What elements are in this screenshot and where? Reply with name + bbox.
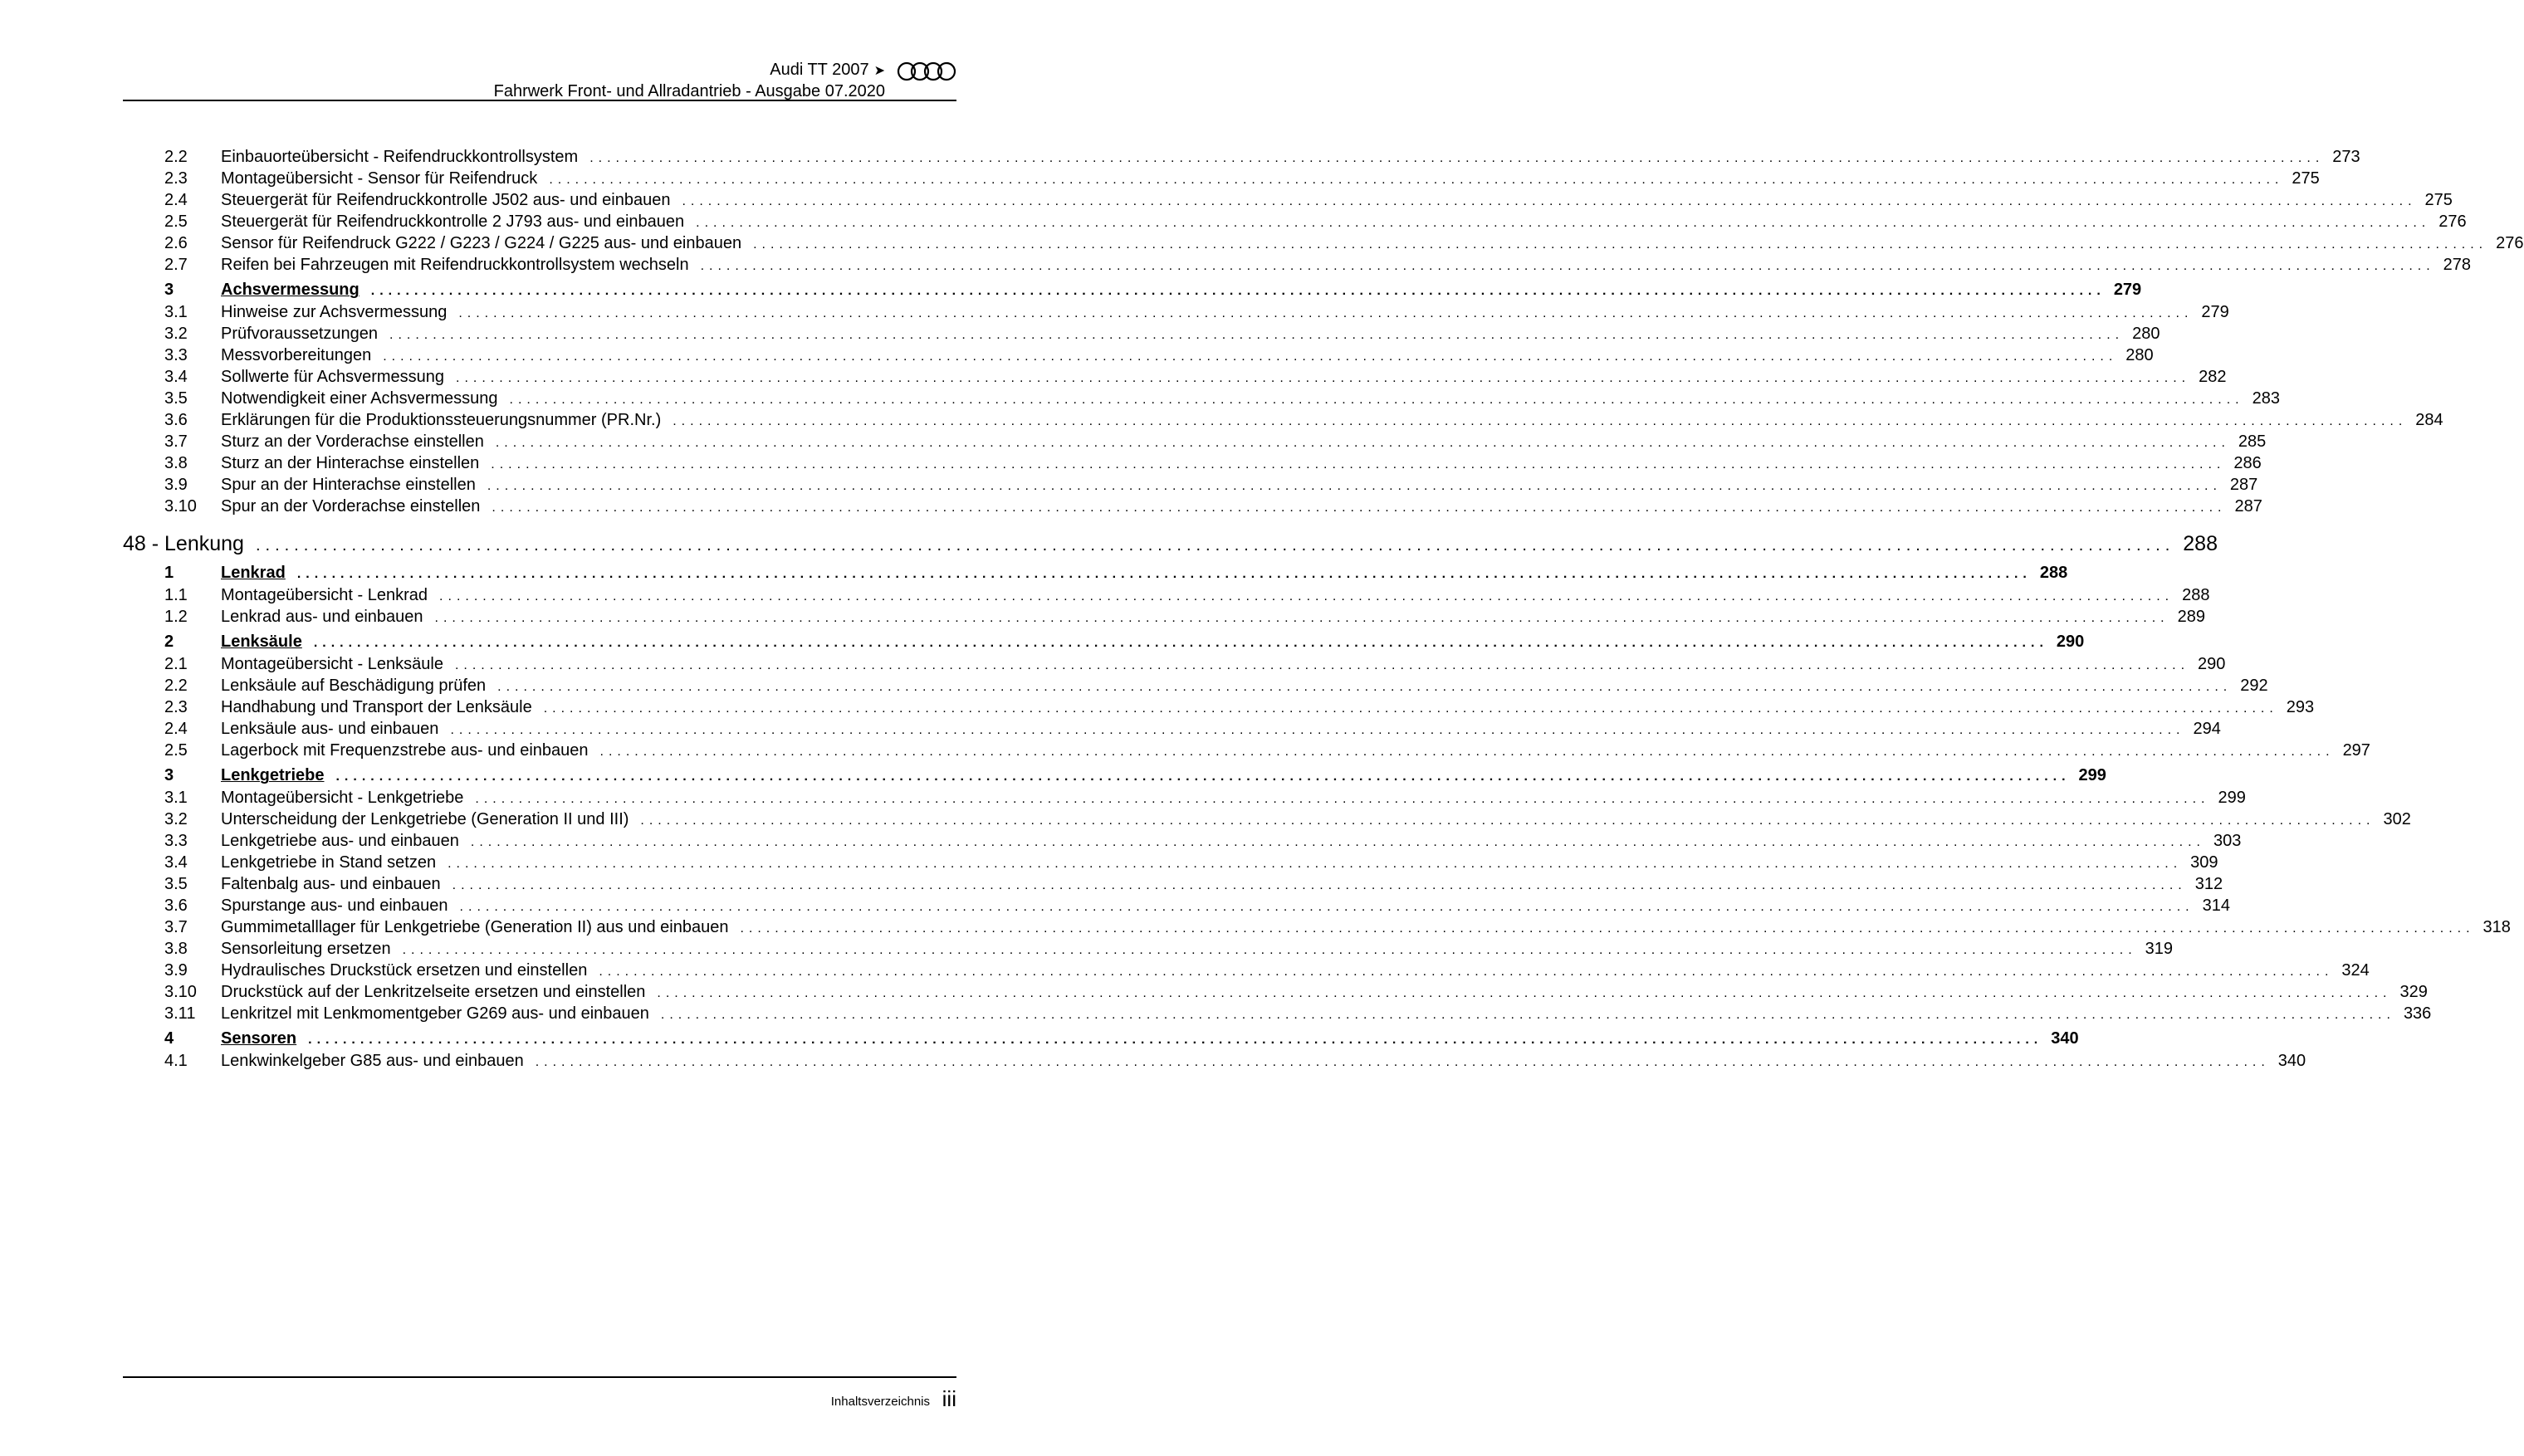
toc-page-number: 285 xyxy=(2238,432,2267,451)
toc-page-number: 280 xyxy=(2125,346,2154,364)
toc-page-number: 309 xyxy=(2190,853,2218,872)
toc-page-number: 288 xyxy=(2182,586,2210,604)
toc-title: Spur an der Vorderachse einstellen xyxy=(221,497,481,515)
toc-title: Sturz an der Hinterachse einstellen xyxy=(221,454,480,472)
toc-leader-dots: ........................................................................................................................................................................................................ xyxy=(682,194,2417,208)
toc-title: Lenksäule xyxy=(221,633,302,651)
toc-entry[interactable] xyxy=(123,409,2443,431)
toc-number: 4 xyxy=(164,1029,174,1048)
toc-entry[interactable] xyxy=(123,366,2227,388)
toc-chapter[interactable] xyxy=(123,529,2218,559)
toc-leader-dots: ........................................................................................................................................................................................................ xyxy=(313,636,2048,650)
toc-entry[interactable] xyxy=(123,168,2320,189)
toc-entry[interactable] xyxy=(123,1003,2432,1024)
toc-page-number: 293 xyxy=(2286,698,2315,716)
toc-number: 2.3 xyxy=(164,698,188,716)
toc-number: 1.1 xyxy=(164,586,188,604)
arrow-right-icon: ➤ xyxy=(873,64,885,78)
toc-page-number: 329 xyxy=(2399,983,2428,1001)
toc-leader-dots: ........................................................................................................................................................................................................ xyxy=(640,814,2375,828)
toc-title: 48 - Lenkung xyxy=(123,532,244,555)
toc-leader-dots: ........................................................................................................................................................................................................ xyxy=(402,943,2137,957)
toc-leader-dots: ........................................................................................................................................................................................................ xyxy=(599,965,2334,979)
toc-leader-dots: ........................................................................................................................................................................................................ xyxy=(255,536,2175,555)
toc-section[interactable] xyxy=(123,279,2142,301)
toc-page-number: 280 xyxy=(2132,325,2160,343)
toc-page-number: 287 xyxy=(2234,497,2262,515)
toc-number: 2.2 xyxy=(164,677,188,695)
toc-leader-dots: ........................................................................................................................................................................................................ xyxy=(673,414,2408,428)
toc-title: Achsvermessung xyxy=(221,281,360,299)
toc-page-number: 324 xyxy=(2341,961,2370,980)
toc-title: Lenkgetriebe xyxy=(221,766,325,784)
toc-number: 3.6 xyxy=(164,897,188,915)
toc-number: 3.8 xyxy=(164,454,188,472)
toc-number: 3.4 xyxy=(164,853,188,872)
toc-page-number: 294 xyxy=(2193,720,2221,738)
toc-page-number: 289 xyxy=(2177,608,2205,626)
toc-title: Lenkgetriebe aus- und einbauen xyxy=(221,832,459,850)
toc-title: Lenksäule auf Beschädigung prüfen xyxy=(221,677,487,695)
toc-leader-dots: ........................................................................................................................................................................................................ xyxy=(450,723,2185,737)
toc-number: 3.9 xyxy=(164,961,188,980)
toc-leader-dots: ........................................................................................................................................................................................................ xyxy=(452,878,2187,892)
toc-title: Handhabung und Transport der Lenksäule xyxy=(221,698,532,716)
toc-entry[interactable] xyxy=(123,232,2524,254)
toc-page-number: 292 xyxy=(2240,677,2268,695)
toc-title: Sturz an der Vorderachse einstellen xyxy=(221,432,484,451)
toc-title: Spurstange aus- und einbauen xyxy=(221,897,448,915)
toc-entry[interactable] xyxy=(123,696,2315,718)
toc-number: 2.1 xyxy=(164,655,188,673)
toc-entry[interactable] xyxy=(123,809,2411,830)
toc-page-number: 288 xyxy=(2183,532,2218,555)
toc-leader-dots: ........................................................................................................................................................................................................ xyxy=(491,457,2226,471)
toc-entry[interactable] xyxy=(123,474,2258,496)
toc-leader-dots: ........................................................................................................................................................................................................ xyxy=(458,306,2194,320)
toc-title: Lenkgetriebe in Stand setzen xyxy=(221,853,437,872)
toc-entry[interactable] xyxy=(123,873,2223,895)
page-header xyxy=(123,60,956,100)
toc-title: Sollwerte für Achsvermessung xyxy=(221,368,445,386)
toc-entry[interactable] xyxy=(123,916,2511,938)
toc-page-number: 283 xyxy=(2252,389,2280,408)
toc-leader-dots: ........................................................................................................................................................................................................ xyxy=(370,284,2106,298)
toc-number: 4.1 xyxy=(164,1052,188,1070)
toc-entry[interactable] xyxy=(123,189,2453,211)
toc-page-number: 340 xyxy=(2051,1029,2079,1048)
toc-entry[interactable] xyxy=(123,323,2160,344)
toc-leader-dots: ........................................................................................................................................................................................................ xyxy=(497,680,2233,694)
toc-title: Lenkrad xyxy=(221,564,286,582)
footer-label: Inhaltsverzeichnis xyxy=(830,1395,930,1409)
toc-entry[interactable] xyxy=(123,606,2205,628)
toc-title: Messvorbereitungen xyxy=(221,346,372,364)
toc-page-number: 282 xyxy=(2199,368,2227,386)
toc-entry[interactable] xyxy=(123,431,2267,452)
toc-page-number: 303 xyxy=(2213,832,2242,850)
toc-title: Montageübersicht - Lenksäule xyxy=(221,655,443,673)
toc-entry[interactable] xyxy=(123,254,2472,276)
toc-number: 3.8 xyxy=(164,940,188,958)
toc-leader-dots: ........................................................................................................................................................................................................ xyxy=(434,611,2169,625)
toc-number: 3.5 xyxy=(164,875,188,893)
toc-number: 3.2 xyxy=(164,325,188,343)
toc-number: 2.5 xyxy=(164,741,188,760)
toc-title: Einbauorteübersicht - Reifendruckkontrollsystem xyxy=(221,148,579,166)
toc-leader-dots: ........................................................................................................................................................................................................ xyxy=(509,393,2244,407)
toc-entry[interactable] xyxy=(123,344,2154,366)
toc-title: Montageübersicht - Lenkrad xyxy=(221,586,428,604)
toc-entry[interactable] xyxy=(123,653,2226,675)
toc-leader-dots: ........................................................................................................................................................................................................ xyxy=(492,501,2227,515)
toc-entry[interactable] xyxy=(123,830,2242,852)
toc-entry[interactable] xyxy=(123,981,2428,1003)
toc-leader-dots: ........................................................................................................................................................................................................ xyxy=(696,216,2431,230)
toc-entry[interactable] xyxy=(123,146,2360,168)
toc-leader-dots: ........................................................................................................................................................................................................ xyxy=(589,151,2325,165)
toc-number: 3.4 xyxy=(164,368,188,386)
toc-title: Steuergerät für Reifendruckkontrolle J502 aus- und einbauen xyxy=(221,191,671,209)
toc-title: Erklärungen für die Produktionssteuerungsnummer (PR.Nr.) xyxy=(221,411,662,429)
toc-section[interactable] xyxy=(123,562,2068,584)
toc-title: Montageübersicht - Sensor für Reifendruck xyxy=(221,169,538,188)
toc-title: Notwendigkeit einer Achsvermessung xyxy=(221,389,498,408)
toc-page-number: 284 xyxy=(2415,411,2443,429)
toc-title: Prüfvoraussetzungen xyxy=(221,325,379,343)
toc-title: Steuergerät für Reifendruckkontrolle 2 J793 aus- und einbauen xyxy=(221,213,685,231)
toc-number: 3.5 xyxy=(164,389,188,408)
toc-number: 3.9 xyxy=(164,476,188,494)
toc-title: Spur an der Hinterachse einstellen xyxy=(221,476,476,494)
toc-page-number: 336 xyxy=(2403,1004,2432,1023)
toc-entry[interactable] xyxy=(123,211,2467,232)
toc-title: Unterscheidung der Lenkgetriebe (Generation II und III) xyxy=(221,810,629,828)
toc-entry[interactable] xyxy=(123,787,2246,809)
toc-page-number: 276 xyxy=(2438,213,2467,231)
toc-leader-dots: ........................................................................................................................................................................................................ xyxy=(700,259,2435,273)
toc-leader-dots: ........................................................................................................................................................................................................ xyxy=(543,701,2278,716)
header-divider xyxy=(123,100,956,101)
toc-number: 3.1 xyxy=(164,789,188,807)
toc-entry[interactable] xyxy=(123,960,2370,981)
toc-leader-dots: ........................................................................................................................................................................................................ xyxy=(296,567,2032,581)
audi-rings-icon xyxy=(897,61,956,81)
toc-page-number: 299 xyxy=(2218,789,2246,807)
toc-page-number: 319 xyxy=(2145,940,2174,958)
toc-entry[interactable] xyxy=(123,1050,2306,1072)
toc-title: Faltenbalg aus- und einbauen xyxy=(221,875,441,893)
toc-number: 3.7 xyxy=(164,432,188,451)
toc-page-number: 276 xyxy=(2496,234,2524,252)
toc-title: Lenksäule aus- und einbauen xyxy=(221,720,439,738)
toc-number: 3.7 xyxy=(164,918,188,936)
toc-title: Hydraulisches Druckstück ersetzen und einstellen xyxy=(221,961,588,980)
toc-page-number: 279 xyxy=(2113,281,2142,299)
toc-leader-dots: ........................................................................................................................................................................................................ xyxy=(448,857,2183,871)
toc-entry[interactable] xyxy=(123,895,2230,916)
toc-leader-dots: ........................................................................................................................................................................................................ xyxy=(383,349,2118,364)
toc-section[interactable] xyxy=(123,1028,2079,1050)
toc-section[interactable] xyxy=(123,765,2106,787)
toc-number: 3.10 xyxy=(164,497,197,515)
toc-page-number: 287 xyxy=(2229,476,2258,494)
toc-number: 2.2 xyxy=(164,148,188,166)
toc-number: 3.10 xyxy=(164,983,197,1001)
toc-section[interactable] xyxy=(123,631,2085,653)
header-subtitle: Fahrwerk Front- und Allradantrieb - Ausgabe 07.2020 xyxy=(493,82,885,100)
toc-page-number: 318 xyxy=(2482,918,2511,936)
toc-page-number: 312 xyxy=(2194,875,2223,893)
toc-page-number: 273 xyxy=(2332,148,2360,166)
toc-number: 3.1 xyxy=(164,303,188,321)
toc-title: Lagerbock mit Frequenzstrebe aus- und einbauen xyxy=(221,741,589,760)
table-of-contents xyxy=(123,146,2524,1072)
toc-entry[interactable] xyxy=(123,852,2218,873)
toc-entry[interactable] xyxy=(123,496,2262,517)
toc-number: 2.5 xyxy=(164,213,188,231)
toc-entry[interactable] xyxy=(123,452,2262,474)
toc-number: 3 xyxy=(164,281,174,299)
toc-number: 3.11 xyxy=(164,1004,196,1023)
toc-entry[interactable] xyxy=(123,740,2370,761)
toc-leader-dots: ........................................................................................................................................................................................................ xyxy=(495,436,2230,450)
toc-number: 3.6 xyxy=(164,411,188,429)
toc-leader-dots: ........................................................................................................................................................................................................ xyxy=(454,658,2190,672)
footer-divider xyxy=(123,1376,956,1378)
toc-number: 1 xyxy=(164,564,174,582)
toc-page-number: 288 xyxy=(2039,564,2068,582)
toc-title: Lenkwinkelgeber G85 aus- und einbauen xyxy=(221,1052,524,1070)
toc-leader-dots: ........................................................................................................................................................................................................ xyxy=(753,237,2488,252)
toc-leader-dots: ........................................................................................................................................................................................................ xyxy=(459,900,2194,914)
toc-page-number: 340 xyxy=(2277,1052,2306,1070)
toc-number: 2.3 xyxy=(164,169,188,188)
toc-title: Gummimetalllager für Lenkgetriebe (Generation II) aus und einbauen xyxy=(221,918,729,936)
toc-number: 3.3 xyxy=(164,832,188,850)
toc-entry[interactable] xyxy=(123,675,2268,696)
toc-title: Montageübersicht - Lenkgetriebe xyxy=(221,789,464,807)
toc-number: 1.2 xyxy=(164,608,188,626)
toc-number: 2 xyxy=(164,633,174,651)
toc-title: Hinweise zur Achsvermessung xyxy=(221,303,448,321)
toc-leader-dots: ........................................................................................................................................................................................................ xyxy=(599,745,2335,759)
toc-leader-dots: ........................................................................................................................................................................................................ xyxy=(535,1055,2270,1069)
toc-title: Druckstück auf der Lenkritzelseite ersetzen und einstellen xyxy=(221,983,646,1001)
toc-number: 2.4 xyxy=(164,191,188,209)
toc-page-number: 275 xyxy=(2424,191,2453,209)
toc-title: Sensorleitung ersetzen xyxy=(221,940,391,958)
toc-number: 2.4 xyxy=(164,720,188,738)
toc-page-number: 275 xyxy=(2292,169,2320,188)
toc-leader-dots: ........................................................................................................................................................................................................ xyxy=(335,770,2071,784)
toc-page-number: 290 xyxy=(2198,655,2226,673)
toc-number: 3.2 xyxy=(164,810,188,828)
toc-entry[interactable] xyxy=(123,718,2221,740)
toc-entry[interactable] xyxy=(123,388,2280,409)
toc-title: Lenkrad aus- und einbauen xyxy=(221,608,423,626)
toc-title: Lenkritzel mit Lenkmomentgeber G269 aus- und einbauen xyxy=(221,1004,649,1023)
toc-leader-dots: ........................................................................................................................................................................................................ xyxy=(657,986,2392,1000)
toc-page-number: 299 xyxy=(2078,766,2106,784)
toc-leader-dots: ........................................................................................................................................................................................................ xyxy=(660,1008,2395,1022)
header-model xyxy=(770,60,885,81)
toc-page-number: 286 xyxy=(2233,454,2262,472)
toc-page-number: 302 xyxy=(2383,810,2411,828)
toc-entry[interactable] xyxy=(123,938,2174,960)
toc-page-number: 278 xyxy=(2443,256,2472,274)
toc-page-number: 314 xyxy=(2202,897,2230,915)
toc-number: 2.7 xyxy=(164,256,188,274)
toc-page-number: 290 xyxy=(2056,633,2085,651)
toc-number: 2.6 xyxy=(164,234,188,252)
toc-title: Sensoren xyxy=(221,1029,297,1048)
toc-leader-dots: ........................................................................................................................................................................................................ xyxy=(389,328,2125,342)
footer-page-number: iii xyxy=(942,1386,956,1411)
toc-leader-dots: ........................................................................................................................................................................................................ xyxy=(439,589,2174,603)
toc-entry[interactable] xyxy=(123,301,2229,323)
toc-leader-dots: ........................................................................................................................................................................................................ xyxy=(308,1033,2043,1047)
toc-leader-dots: ........................................................................................................................................................................................................ xyxy=(475,792,2210,806)
toc-entry[interactable] xyxy=(123,584,2210,606)
header-model-text: Audi TT 2007 xyxy=(770,61,869,79)
toc-leader-dots: ........................................................................................................................................................................................................ xyxy=(740,921,2475,936)
toc-leader-dots: ........................................................................................................................................................................................................ xyxy=(470,835,2205,849)
toc-page-number: 297 xyxy=(2342,741,2370,760)
toc-number: 3 xyxy=(164,766,174,784)
toc-title: Sensor für Reifendruck G222 / G223 / G224 / G225 aus- und einbauen xyxy=(221,234,742,252)
toc-leader-dots: ........................................................................................................................................................................................................ xyxy=(549,173,2284,187)
toc-page-number: 279 xyxy=(2201,303,2229,321)
toc-title: Reifen bei Fahrzeugen mit Reifendruckkontrollsystem wechseln xyxy=(221,256,689,274)
toc-leader-dots: ........................................................................................................................................................................................................ xyxy=(487,479,2222,493)
toc-leader-dots: ........................................................................................................................................................................................................ xyxy=(456,371,2191,385)
toc-number: 3.3 xyxy=(164,346,188,364)
